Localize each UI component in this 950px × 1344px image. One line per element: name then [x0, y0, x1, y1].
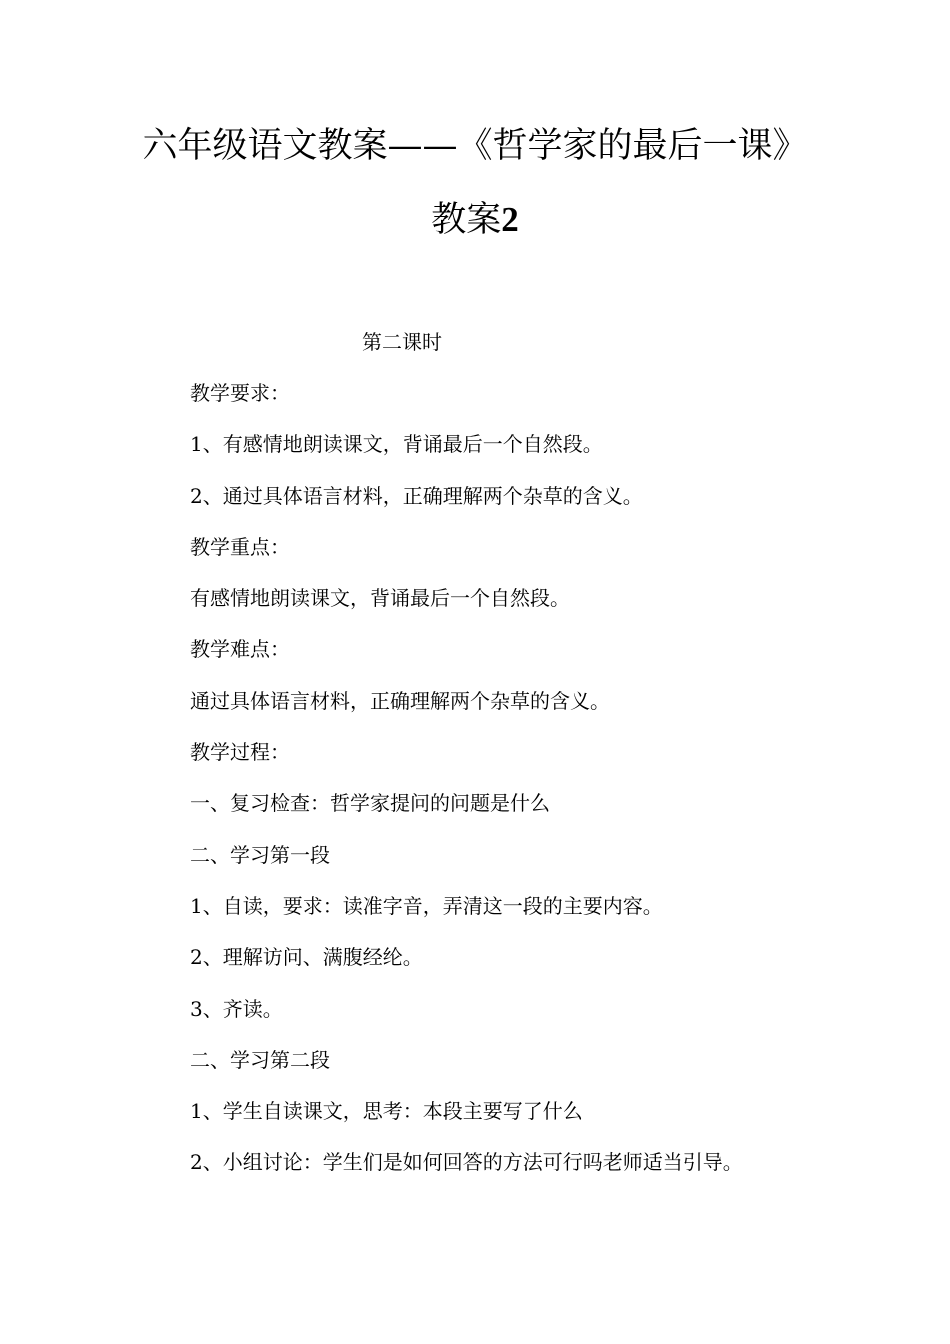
- list-item: 1、有感情地朗读课文，背诵最后一个自然段。: [190, 432, 603, 457]
- list-item: 二、学习第二段: [190, 1047, 330, 1072]
- section-heading-requirements: 教学要求：: [190, 381, 290, 405]
- list-item: 1、学生自读课文，思考：本段主要写了什么: [190, 1099, 583, 1124]
- section-heading-key-points: 教学重点：: [190, 534, 290, 559]
- list-item: 3、齐读。: [190, 996, 283, 1021]
- document-title-line-2: [0, 198, 950, 242]
- document-title-text: 教案: [431, 200, 502, 240]
- list-item: 通过具体语言材料，正确理解两个杂草的含义。: [190, 688, 610, 713]
- section-heading-difficulties: 教学难点：: [190, 637, 290, 662]
- section-heading-process: 教学过程：: [190, 740, 290, 765]
- list-item: 2、理解访问、满腹经纶。: [190, 945, 423, 970]
- list-item: 1、自读，要求：读准字音，弄清这一段的主要内容。: [190, 893, 663, 918]
- list-item: 有感情地朗读课文，背诵最后一个自然段。: [190, 586, 570, 611]
- list-item: 2、小组讨论：学生们是如何回答的方法可行吗老师适当引导。: [190, 1150, 743, 1175]
- list-item: 一、复习检查：哲学家提问的问题是什么: [190, 791, 550, 816]
- list-item: 二、学习第一段: [190, 842, 330, 867]
- document-title-line-1: 六年级语文教案——《哲学家的最后一课》: [142, 126, 808, 166]
- lesson-period-heading: 第二课时: [362, 330, 442, 354]
- list-item: 2、通过具体语言材料，正确理解两个杂草的含义。: [190, 483, 643, 508]
- document-title-number: 2: [501, 200, 519, 239]
- lesson-plan-body: [190, 379, 890, 1200]
